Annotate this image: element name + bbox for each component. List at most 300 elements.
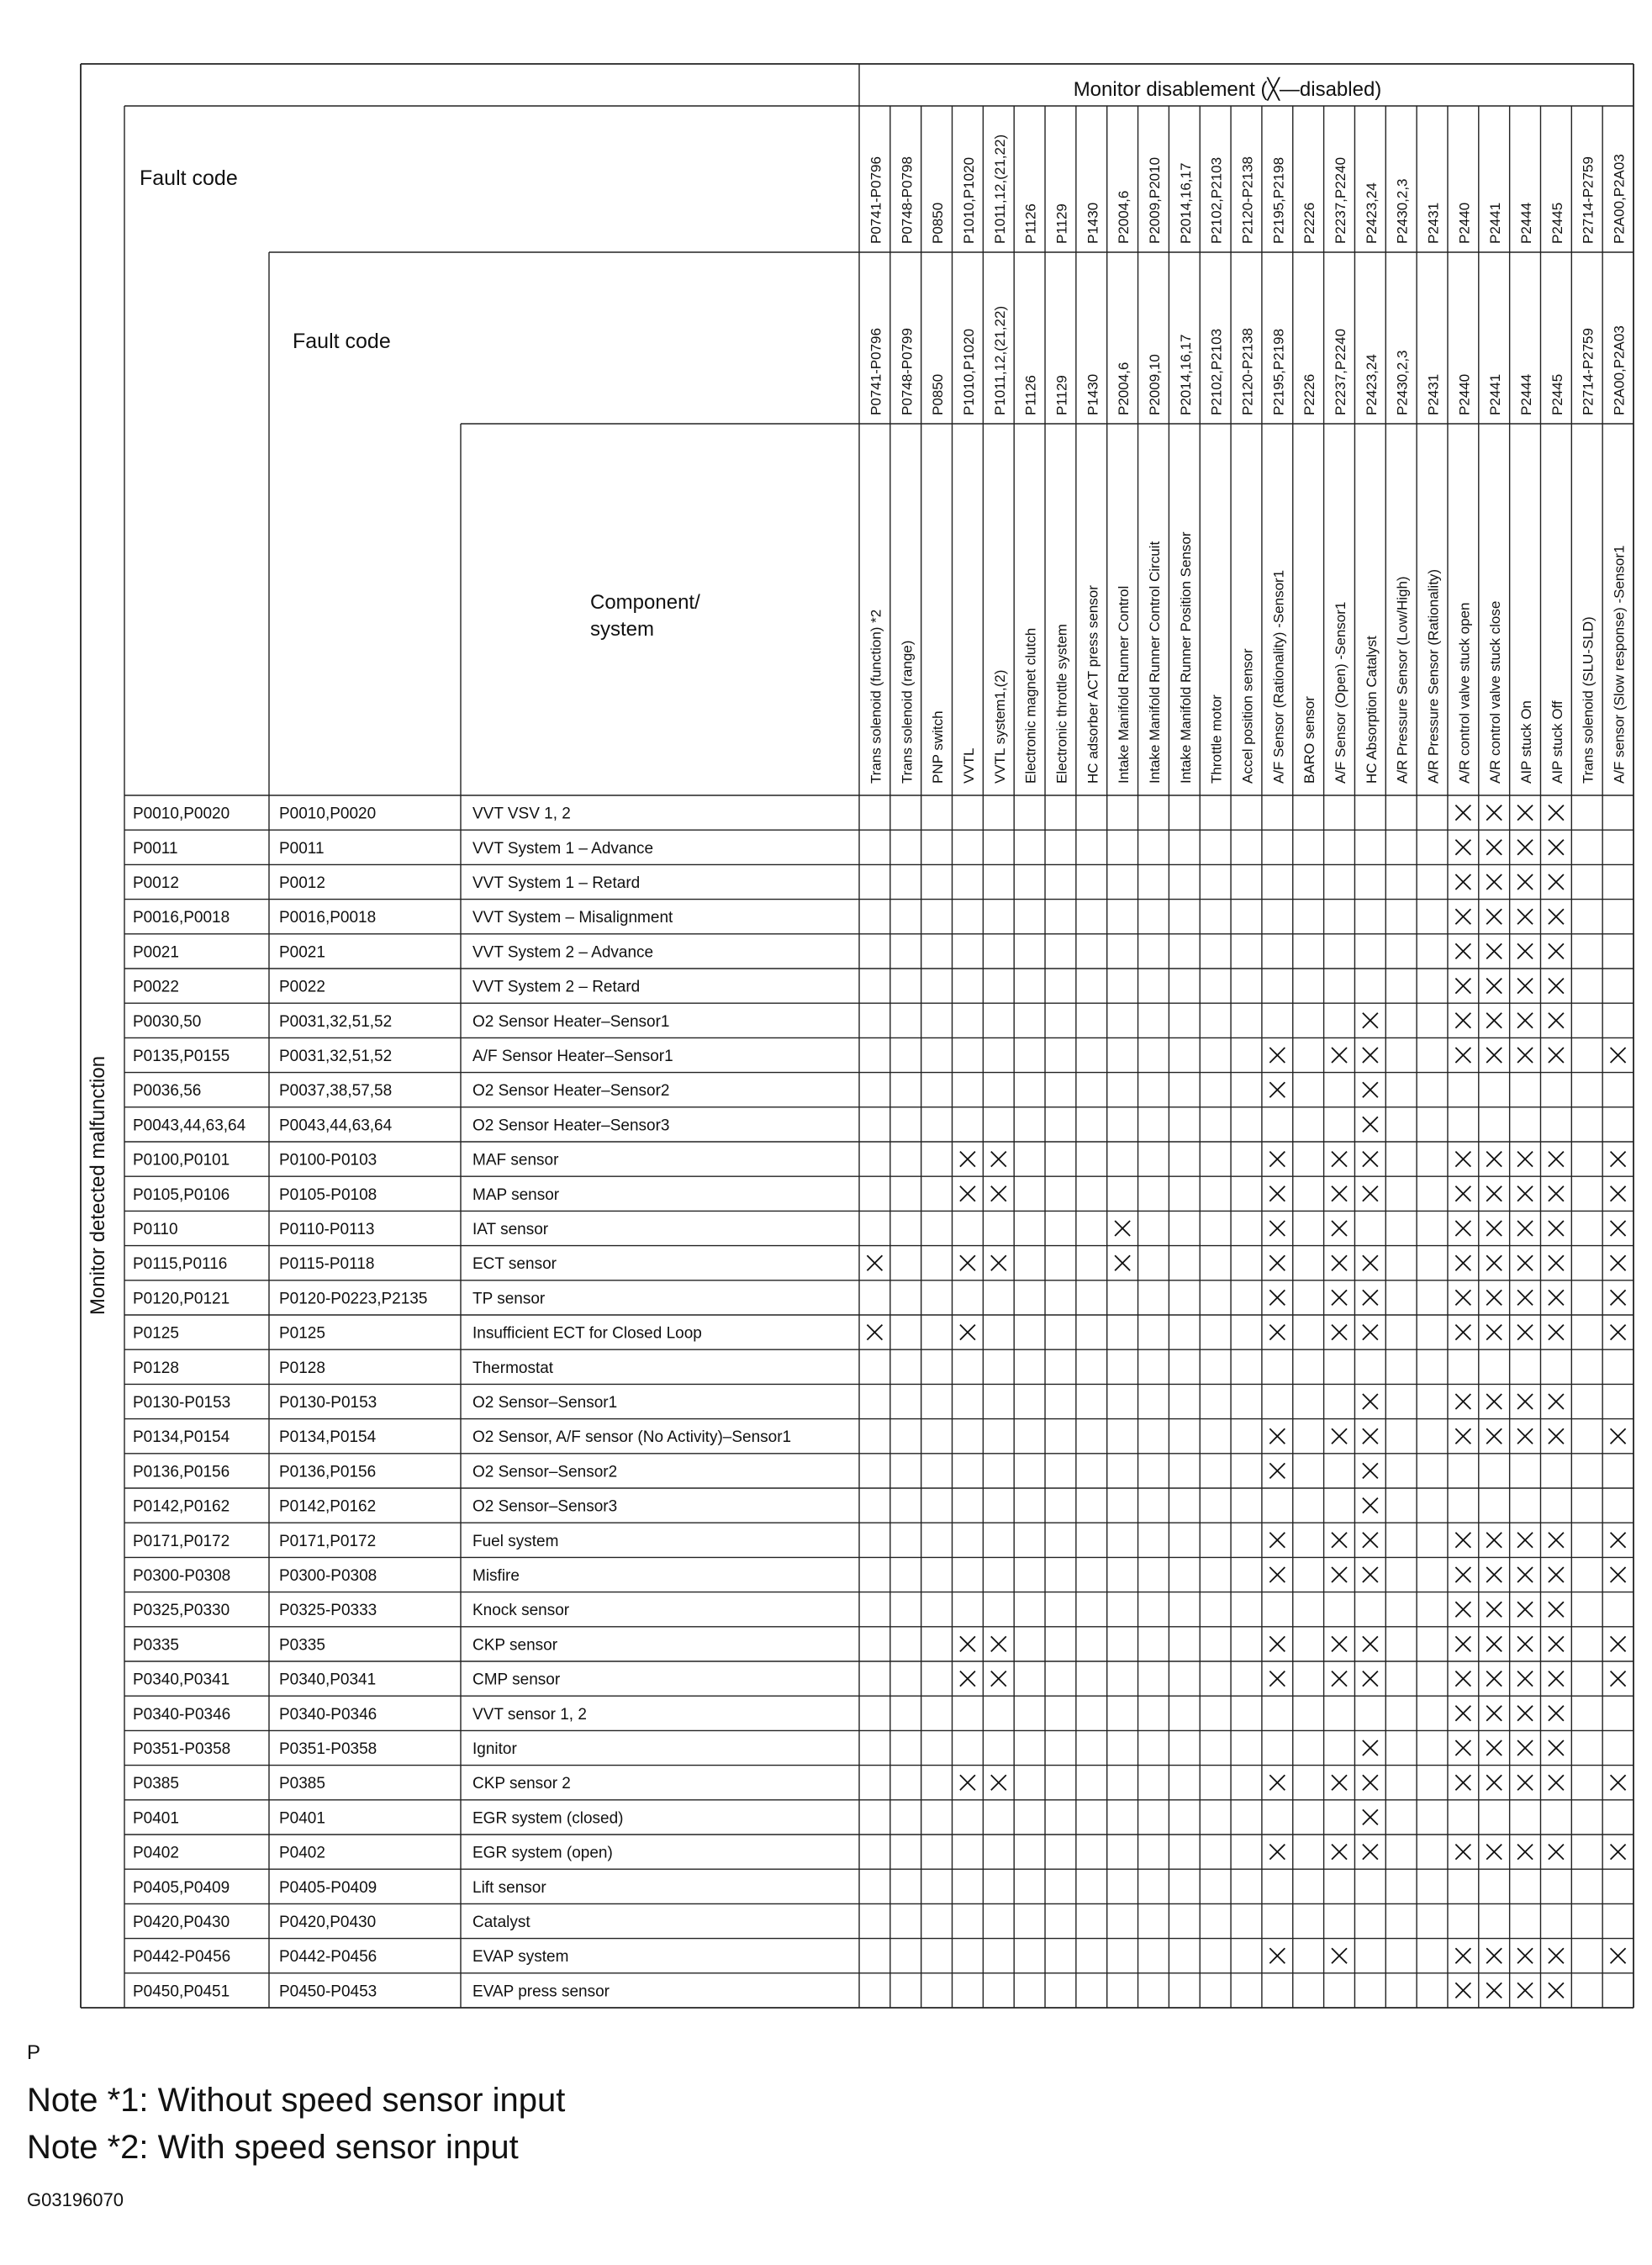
disabled-x-mark <box>1486 1533 1502 1548</box>
disabled-x-mark <box>1269 1290 1285 1305</box>
row-component: CMP sensor <box>472 1671 561 1689</box>
row-component: EVAP press sensor <box>472 1983 610 2001</box>
disabled-x-mark <box>960 1775 975 1790</box>
row-component: Catalyst <box>472 1914 530 1931</box>
row-code-primary: P0043,44,63,64 <box>133 1117 246 1135</box>
disabled-x-mark <box>1486 909 1502 924</box>
disabled-x-mark <box>1455 909 1470 924</box>
row-code-primary: P0135,P0155 <box>133 1048 230 1065</box>
disabled-x-mark <box>1486 1152 1502 1167</box>
disabled-x-mark <box>1517 840 1533 855</box>
disabled-x-mark <box>1455 1740 1470 1756</box>
row-code-primary: P0351-P0358 <box>133 1740 231 1758</box>
disabled-x-mark <box>1486 1186 1502 1201</box>
row-code-secondary: P0335 <box>279 1636 325 1655</box>
column-code-secondary: P2004,6 <box>1116 362 1132 415</box>
disabled-x-mark <box>1455 1845 1470 1860</box>
column-component: A/R control valve stuck close <box>1487 600 1504 784</box>
column-code-primary: P0850 <box>930 202 947 244</box>
disabled-x-mark <box>1517 1221 1533 1236</box>
disabled-x-mark <box>1486 1602 1502 1617</box>
row-code-primary: P0325,P0330 <box>133 1602 230 1620</box>
disabled-x-mark <box>1363 1394 1378 1409</box>
fault-code-inner-label: Fault code <box>293 330 391 353</box>
row-component: TP sensor <box>472 1290 546 1308</box>
disabled-x-mark <box>1486 1394 1502 1409</box>
column-code-secondary: P2441 <box>1487 373 1504 415</box>
disabled-x-mark <box>1611 1221 1626 1236</box>
disabled-x-mark <box>1486 1775 1502 1790</box>
row-code-secondary: P0021 <box>279 943 325 962</box>
disabled-x-mark <box>960 1186 975 1201</box>
disabled-x-mark <box>1517 805 1533 821</box>
column-code-primary: P2237,P2240 <box>1333 156 1349 244</box>
disabled-x-mark <box>991 1636 1006 1651</box>
disabled-x-mark <box>1455 1048 1470 1063</box>
row-code-secondary: P0022 <box>279 978 325 996</box>
row-code-primary: P0402 <box>133 1844 179 1862</box>
disabled-x-mark <box>1332 1325 1347 1340</box>
disabled-x-mark <box>1269 1845 1285 1860</box>
column-code-secondary: P2009,10 <box>1146 354 1163 415</box>
disabled-x-mark <box>1549 1567 1564 1582</box>
disabled-x-mark <box>960 1636 975 1651</box>
disabled-x-mark <box>1611 1948 1626 1963</box>
column-code-secondary: P1010,P1020 <box>960 328 977 415</box>
disabled-x-mark <box>1455 1706 1470 1721</box>
disabled-x-mark <box>1517 1013 1533 1028</box>
row-code-secondary: P0125 <box>279 1324 325 1343</box>
disabled-x-mark <box>1455 1983 1470 1998</box>
disabled-x-mark <box>1611 1186 1626 1201</box>
column-code-secondary: P1011,12,(21,22) <box>991 305 1008 415</box>
disabled-x-mark <box>1549 909 1564 924</box>
row-component: Ignitor <box>472 1740 517 1758</box>
column-code-primary: P2226 <box>1301 202 1318 244</box>
row-code-secondary: P0010,P0020 <box>279 805 377 823</box>
disabled-x-mark <box>1611 1775 1626 1790</box>
row-code-secondary: P0043,44,63,64 <box>279 1117 393 1135</box>
row-code-primary: P0022 <box>133 978 179 996</box>
disabled-x-mark <box>1363 1533 1378 1548</box>
disabled-x-mark <box>1486 979 1502 994</box>
row-component: IAT sensor <box>472 1221 549 1238</box>
row-component: O2 Sensor Heater–Sensor3 <box>472 1117 670 1135</box>
column-component: BARO sensor <box>1301 696 1318 784</box>
column-code-primary: P1126 <box>1022 203 1039 244</box>
component-system-label: Component/ <box>590 591 700 614</box>
disabled-x-mark <box>1549 840 1564 855</box>
disabled-x-mark <box>1486 1706 1502 1721</box>
disabled-x-mark <box>1455 805 1470 821</box>
row-component: MAP sensor <box>472 1185 560 1204</box>
row-code-primary: P0420,P0430 <box>133 1914 230 1931</box>
disabled-x-mark <box>1455 874 1470 890</box>
row-code-primary: P0105,P0106 <box>133 1185 230 1204</box>
row-code-secondary: P0401 <box>279 1809 325 1828</box>
disabled-x-mark <box>1486 943 1502 958</box>
disabled-x-mark <box>1363 1845 1378 1860</box>
disabled-x-mark <box>1363 1809 1378 1824</box>
disabled-x-mark <box>1517 1845 1533 1860</box>
disabled-x-mark <box>867 1325 882 1340</box>
row-component: CKP sensor <box>472 1636 558 1655</box>
disabled-x-mark <box>1363 1463 1378 1478</box>
disabled-x-mark <box>1269 1671 1285 1687</box>
column-component: A/R control valve stuck open <box>1456 602 1473 784</box>
column-code-secondary: P2014,16,17 <box>1177 334 1194 415</box>
column-component: Electronic throttle system <box>1053 624 1070 784</box>
row-code-primary: P0405,P0409 <box>133 1878 230 1897</box>
disabled-x-mark <box>1455 943 1470 958</box>
disabled-x-mark <box>1611 1845 1626 1860</box>
row-code-primary: P0450,P0451 <box>133 1983 230 2001</box>
disabled-x-mark <box>1517 1428 1533 1444</box>
disabled-x-mark <box>1517 1394 1533 1409</box>
column-code-primary: P1129 <box>1053 203 1070 244</box>
page-letter: P <box>27 2041 41 2064</box>
disabled-x-mark <box>1332 1428 1347 1444</box>
disabled-x-mark <box>1611 1048 1626 1063</box>
disabled-x-mark <box>1332 1186 1347 1201</box>
disabled-x-mark <box>1549 1602 1564 1617</box>
disabled-x-mark <box>1549 1775 1564 1790</box>
row-component: Misfire <box>472 1567 520 1585</box>
disabled-x-mark <box>1269 1463 1285 1478</box>
disabled-x-mark <box>1517 1533 1533 1548</box>
row-code-primary: P0030,50 <box>133 1012 202 1031</box>
row-code-primary: P0115,P0116 <box>133 1255 228 1274</box>
column-code-primary: P2195,P2198 <box>1270 156 1287 244</box>
disabled-x-mark <box>1549 1845 1564 1860</box>
disabled-x-mark <box>1549 805 1564 821</box>
disabled-x-mark <box>1517 1290 1533 1305</box>
column-component: Trans solenoid (range) <box>899 640 916 784</box>
disabled-x-mark <box>1332 1533 1347 1548</box>
column-code-primary: P2444 <box>1518 202 1535 244</box>
disabled-x-mark <box>1517 1671 1533 1687</box>
row-code-secondary: P0016,P0018 <box>279 909 377 927</box>
disabled-x-mark <box>1269 1186 1285 1201</box>
disabled-x-mark <box>1549 1948 1564 1963</box>
disabled-x-mark <box>1269 1636 1285 1651</box>
column-code-secondary: P2423,24 <box>1363 354 1380 415</box>
row-component: O2 Sensor–Sensor3 <box>472 1497 618 1516</box>
disabled-x-mark <box>1363 1740 1378 1756</box>
disabled-x-mark <box>1486 1325 1502 1340</box>
disabled-x-mark <box>1455 1567 1470 1582</box>
row-component: Fuel system <box>472 1532 559 1550</box>
disabled-x-mark <box>1486 1048 1502 1063</box>
disabled-x-mark <box>991 1152 1006 1167</box>
disabled-x-mark <box>1549 1221 1564 1236</box>
disabled-x-mark <box>1486 1845 1502 1860</box>
monitor-disablement-title: Monitor disablement (╳—disabled) <box>1073 78 1382 101</box>
disabled-x-mark <box>1486 1221 1502 1236</box>
column-code-secondary: P2226 <box>1301 373 1318 415</box>
column-component: A/R Pressure Sensor (Rationality) <box>1425 568 1442 784</box>
disabled-x-mark <box>1549 943 1564 958</box>
disabled-x-mark <box>1486 805 1502 821</box>
disabled-x-mark <box>1517 874 1533 890</box>
disabled-x-mark <box>1486 1013 1502 1028</box>
column-code-secondary: P2431 <box>1425 373 1442 415</box>
disabled-x-mark <box>1517 1948 1533 1963</box>
disabled-x-mark <box>1549 979 1564 994</box>
disabled-x-mark <box>1269 1082 1285 1097</box>
disabled-x-mark <box>1269 1533 1285 1548</box>
row-component: VVT System 2 – Advance <box>472 943 654 962</box>
disabled-x-mark <box>1611 1290 1626 1305</box>
disabled-x-mark <box>1486 1255 1502 1270</box>
disabled-x-mark <box>1363 1082 1378 1097</box>
disabled-x-mark <box>1517 943 1533 958</box>
disabled-x-mark <box>1455 1533 1470 1548</box>
disabled-x-mark <box>1486 1567 1502 1582</box>
row-code-primary: P0300-P0308 <box>133 1567 231 1585</box>
row-code-secondary: P0105-P0108 <box>279 1185 377 1204</box>
column-code-secondary: P0850 <box>930 373 947 415</box>
monitor-detected-malfunction-label: Monitor detected malfunction <box>87 1055 109 1316</box>
disabled-x-mark <box>1332 1636 1347 1651</box>
column-code-secondary: P2430,2,3 <box>1394 350 1411 415</box>
disabled-x-mark <box>1486 1290 1502 1305</box>
column-code-secondary: P2120-P2138 <box>1239 328 1256 415</box>
component-system-label: system <box>590 618 655 641</box>
column-code-primary: P2423,24 <box>1363 182 1380 244</box>
disabled-x-mark <box>1363 1636 1378 1651</box>
disabled-x-mark <box>991 1775 1006 1790</box>
row-code-secondary: P0450-P0453 <box>279 1983 377 2001</box>
row-component: O2 Sensor Heater–Sensor2 <box>472 1082 670 1101</box>
disabled-x-mark <box>1611 1325 1626 1340</box>
disabled-x-mark <box>1269 1567 1285 1582</box>
disabled-x-mark <box>1611 1533 1626 1548</box>
disabled-x-mark <box>1549 1290 1564 1305</box>
row-code-primary: P0442-P0456 <box>133 1948 231 1967</box>
disabled-x-mark <box>1115 1221 1130 1236</box>
disabled-x-mark <box>1486 1948 1502 1963</box>
column-code-primary: P1010,P1020 <box>960 156 977 244</box>
row-component: EVAP system <box>472 1948 569 1967</box>
disabled-x-mark <box>1363 1048 1378 1063</box>
row-code-secondary: P0100-P0103 <box>279 1151 377 1169</box>
disabled-x-mark <box>1455 1394 1470 1409</box>
disabled-x-mark <box>1549 1671 1564 1687</box>
row-code-primary: P0340,P0341 <box>133 1671 230 1689</box>
disabled-x-mark <box>1549 1186 1564 1201</box>
row-code-secondary: P0115-P0118 <box>279 1255 375 1274</box>
disabled-x-mark <box>1332 1567 1347 1582</box>
disabled-x-mark <box>1363 1671 1378 1687</box>
column-code-primary: P2A00,P2A03 <box>1611 154 1628 244</box>
column-component: Electronic magnet clutch <box>1022 627 1039 784</box>
row-component: CKP sensor 2 <box>472 1775 571 1793</box>
disabled-x-mark <box>1549 1983 1564 1998</box>
disabled-x-mark <box>1332 1221 1347 1236</box>
row-code-secondary: P0136,P0156 <box>279 1463 377 1481</box>
column-code-secondary: P2440 <box>1456 373 1473 415</box>
disabled-x-mark <box>1455 1325 1470 1340</box>
disabled-x-mark <box>960 1671 975 1687</box>
disabled-x-mark <box>1455 1152 1470 1167</box>
disabled-x-mark <box>1363 1567 1378 1582</box>
disabled-x-mark <box>1455 840 1470 855</box>
disabled-x-mark <box>991 1671 1006 1687</box>
row-code-secondary: P0442-P0456 <box>279 1948 377 1967</box>
column-code-primary: P2014,16,17 <box>1177 162 1194 244</box>
disabled-x-mark <box>1332 1290 1347 1305</box>
row-component: VVT System 1 – Retard <box>472 874 641 892</box>
disabled-x-mark <box>1332 1948 1347 1963</box>
disabled-x-mark <box>1549 1636 1564 1651</box>
row-component: Lift sensor <box>472 1878 546 1897</box>
column-code-primary: P2431 <box>1425 202 1442 244</box>
row-code-secondary: P0012 <box>279 874 325 892</box>
disabled-x-mark <box>1517 1048 1533 1063</box>
column-component: A/F Sensor (Open) -Sensor1 <box>1333 601 1349 784</box>
disabled-x-mark <box>960 1255 975 1270</box>
column-component: VVTL system1,(2) <box>991 669 1008 784</box>
disabled-x-mark <box>1549 1533 1564 1548</box>
row-code-secondary: P0128 <box>279 1359 325 1377</box>
column-code-primary: P2714-P2759 <box>1580 156 1597 244</box>
disabled-x-mark <box>991 1186 1006 1201</box>
row-component: VVT System – Misalignment <box>472 909 673 927</box>
disabled-x-mark <box>1332 1255 1347 1270</box>
column-component: A/F sensor (Slow response) -Sensor1 <box>1611 545 1628 784</box>
disabled-x-mark <box>1455 1290 1470 1305</box>
disabled-x-mark <box>1517 1602 1533 1617</box>
disabled-x-mark <box>1517 1325 1533 1340</box>
disabled-x-mark <box>1455 1636 1470 1651</box>
column-component: Trans solenoid (function) *2 <box>868 609 884 784</box>
row-code-primary: P0012 <box>133 874 179 892</box>
disabled-x-mark <box>1269 1325 1285 1340</box>
column-component: HC adsorber ACT press sensor <box>1085 585 1101 784</box>
disabled-x-mark <box>1363 1325 1378 1340</box>
column-code-secondary: P1129 <box>1053 375 1070 415</box>
row-component: Knock sensor <box>472 1602 570 1620</box>
column-code-secondary: P2445 <box>1549 373 1565 415</box>
column-code-primary: P1011,12,(21,22) <box>991 134 1008 244</box>
disabled-x-mark <box>1455 1221 1470 1236</box>
row-code-secondary: P0031,32,51,52 <box>279 1048 393 1065</box>
figure-id: G03196070 <box>27 2189 124 2210</box>
row-code-primary: P0021 <box>133 943 179 962</box>
disabled-x-mark <box>1269 1152 1285 1167</box>
disabled-x-mark <box>1549 1255 1564 1270</box>
disabled-x-mark <box>1332 1152 1347 1167</box>
row-code-secondary: P0171,P0172 <box>279 1532 377 1550</box>
row-code-secondary: P0300-P0308 <box>279 1567 377 1585</box>
column-component: Accel position sensor <box>1239 648 1256 784</box>
disabled-x-mark <box>1549 1013 1564 1028</box>
disabled-x-mark <box>1486 874 1502 890</box>
row-code-primary: P0335 <box>133 1636 179 1655</box>
disabled-x-mark <box>1455 1671 1470 1687</box>
disabled-x-mark <box>867 1255 882 1270</box>
disabled-x-mark <box>1363 1186 1378 1201</box>
row-code-primary: P0134,P0154 <box>133 1428 230 1447</box>
disabled-x-mark <box>1363 1428 1378 1444</box>
column-headers <box>868 135 1627 784</box>
disabled-x-mark <box>960 1152 975 1167</box>
disabled-x-mark <box>1549 1428 1564 1444</box>
column-code-primary: P2445 <box>1549 202 1565 244</box>
disabled-x-mark <box>1363 1775 1378 1790</box>
column-component: Intake Manifold Runner Position Sensor <box>1177 531 1194 784</box>
column-code-primary: P2120-P2138 <box>1239 156 1256 244</box>
disabled-x-mark <box>1486 1740 1502 1756</box>
disabled-x-mark <box>1455 1013 1470 1028</box>
column-code-secondary: P2A00,P2A03 <box>1611 325 1628 415</box>
row-code-primary: P0016,P0018 <box>133 909 230 927</box>
row-component: VVT VSV 1, 2 <box>472 805 571 823</box>
column-code-primary: P2009,P2010 <box>1146 156 1163 244</box>
column-code-primary: P0741-P0796 <box>868 156 884 244</box>
row-code-primary: P0128 <box>133 1359 179 1377</box>
row-code-secondary: P0340,P0341 <box>279 1671 377 1689</box>
disabled-x-mark <box>1332 1048 1347 1063</box>
disabled-x-mark <box>1517 1636 1533 1651</box>
disabled-x-mark <box>960 1325 975 1340</box>
disabled-x-mark <box>1455 1186 1470 1201</box>
disabled-x-mark <box>1549 1325 1564 1340</box>
row-component: O2 Sensor–Sensor1 <box>472 1394 618 1412</box>
column-component: Throttle motor <box>1208 694 1225 784</box>
column-code-secondary: P1126 <box>1022 375 1039 415</box>
row-component: Thermostat <box>472 1359 554 1377</box>
disabled-x-mark <box>1486 1671 1502 1687</box>
column-code-primary: P2102,P2103 <box>1208 156 1225 244</box>
row-component: ECT sensor <box>472 1255 557 1274</box>
row-code-primary: P0340-P0346 <box>133 1705 231 1724</box>
column-code-primary: P2430,2,3 <box>1394 178 1411 244</box>
disabled-x-mark <box>1486 840 1502 855</box>
note-2: Note *2: With speed sensor input <box>27 2129 519 2166</box>
row-code-secondary: P0420,P0430 <box>279 1914 377 1931</box>
disabled-x-mark <box>1611 1152 1626 1167</box>
column-component: Intake Manifold Runner Control <box>1116 585 1132 784</box>
column-component: HC Absorption Catalyst <box>1363 636 1380 784</box>
disabled-x-mark <box>1611 1636 1626 1651</box>
row-component: O2 Sensor, A/F sensor (No Activity)–Sensor1 <box>472 1428 792 1447</box>
disabled-x-mark <box>1332 1671 1347 1687</box>
disabled-x-mark <box>1517 1740 1533 1756</box>
row-code-secondary: P0402 <box>279 1844 325 1862</box>
disabled-x-mark <box>1611 1567 1626 1582</box>
row-code-secondary: P0130-P0153 <box>279 1394 377 1412</box>
disabled-x-mark <box>1269 1048 1285 1063</box>
disabled-x-mark <box>1486 1636 1502 1651</box>
row-code-primary: P0136,P0156 <box>133 1463 230 1481</box>
disabled-x-mark <box>1517 979 1533 994</box>
row-component: A/F Sensor Heater–Sensor1 <box>472 1048 673 1065</box>
row-code-primary: P0011 <box>133 839 178 858</box>
disabled-x-mark <box>1363 1013 1378 1028</box>
disabled-x-mark <box>1455 1602 1470 1617</box>
column-code-primary: P2441 <box>1487 202 1504 244</box>
disabled-x-mark <box>1517 1255 1533 1270</box>
row-code-primary: P0110 <box>133 1221 178 1238</box>
disabled-x-mark <box>1269 1948 1285 1963</box>
disabled-x-mark <box>1269 1775 1285 1790</box>
column-component: Intake Manifold Runner Control Circuit <box>1146 541 1163 784</box>
row-code-primary: P0171,P0172 <box>133 1532 230 1550</box>
row-code-secondary: P0037,38,57,58 <box>279 1082 393 1101</box>
column-component: Trans solenoid (SLU-SLD) <box>1580 616 1597 784</box>
